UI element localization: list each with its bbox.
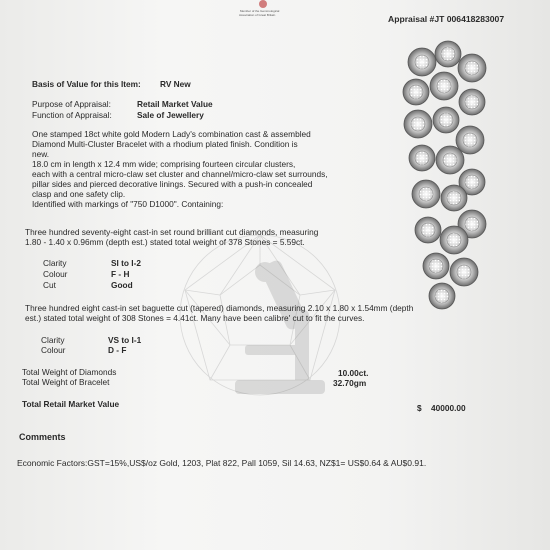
function-value: Sale of Jewellery	[137, 110, 204, 120]
seal-caption-1: Member of the Gemmological	[240, 9, 280, 13]
bracelet-cluster-center	[439, 113, 453, 127]
bracelet-cluster-center	[465, 175, 479, 189]
function-label: Function of Appraisal:	[32, 110, 112, 120]
description-line: Diamond Multi-Cluster Bracelet with a rhodium plated finish. Condition is	[32, 139, 298, 149]
grade2-clarity-label: Clarity	[41, 335, 65, 345]
bracelet-cluster-center	[429, 259, 443, 273]
description-line: pillar sides and pierced decorative linings. Secured with a push-in concealed	[32, 179, 313, 189]
description-line: clasp and one safety clip.	[32, 189, 126, 199]
purpose-value: Retail Market Value	[137, 99, 213, 109]
description-line: Identified with markings of "750 D1000". Containing:	[32, 199, 224, 209]
description-line: 18.0 cm in length x 12.4 mm wide; comprising fourteen circular clusters,	[32, 159, 296, 169]
grade1-cut-value: Good	[111, 280, 133, 290]
bracelet-cluster-center	[409, 85, 423, 99]
grade1-clarity-value: SI to I-2	[111, 258, 141, 268]
economic-factors: Economic Factors:GST=15%,US$/oz Gold, 1203, Plat 822, Pall 1059, Sil 14.63, NZ$1= US$0.64 & AU$0.91.	[17, 458, 427, 468]
round-diamonds-block	[25, 227, 318, 247]
bracelet-cluster-center	[465, 61, 479, 75]
bracelet-cluster-center	[415, 55, 429, 69]
microscope-watermark	[225, 250, 335, 400]
bracelet-cluster-center	[447, 233, 461, 247]
appraisal-number: Appraisal #JT 006418283007	[388, 14, 505, 24]
total-diamonds-value: 10.00ct.	[338, 368, 369, 378]
bracelet-cluster-center	[421, 223, 435, 237]
retail-currency: $	[417, 403, 422, 413]
baguette-diamonds-line: Three hundred eight cast-in set baguette cut (tapered) diamonds, measuring 2.10 x 1.80 x 1.54mm (depth	[25, 303, 414, 313]
description-line: One stamped 18ct white gold Modern Lady's combination cast & assembled	[32, 129, 311, 139]
total-bracelet-label: Total Weight of Bracelet	[22, 377, 110, 387]
grade2-colour-label: Colour	[41, 345, 66, 355]
bracelet-photo	[392, 40, 492, 320]
comments-heading: Comments	[19, 432, 66, 442]
bracelet-cluster-center	[465, 95, 479, 109]
basis-value: RV New	[160, 79, 191, 89]
bracelet-cluster-center	[419, 187, 433, 201]
grade1-cut-label: Cut	[43, 280, 56, 290]
retail-value-label: Total Retail Market Value	[22, 399, 120, 409]
bracelet-cluster-center	[457, 265, 471, 279]
round-diamonds-line: 1.80 - 1.40 x 0.96mm (depth est.) stated total weight of 378 Stones = 5.59ct.	[25, 237, 305, 247]
bracelet-cluster-center	[435, 289, 449, 303]
total-diamonds-label: Total Weight of Diamonds	[22, 367, 117, 377]
grade2-clarity-value: VS to I-1	[108, 335, 142, 345]
bracelet-cluster-center	[465, 217, 479, 231]
description-line: each with a central micro-claw set cluster and channel/micro-claw set surrounds,	[32, 169, 328, 179]
grade2-colour-value: D - F	[108, 345, 127, 355]
description-block	[32, 129, 328, 209]
bracelet-cluster-center	[463, 133, 477, 147]
grade1-colour-value: F - H	[111, 269, 130, 279]
retail-value: 40000.00	[431, 403, 466, 413]
basis-label: Basis of Value for this Item:	[32, 79, 141, 89]
purpose-label: Purpose of Appraisal:	[32, 99, 111, 109]
bracelet-cluster-center	[447, 191, 461, 205]
total-bracelet-value: 32.70gm	[333, 378, 367, 388]
grade1-clarity-label: Clarity	[43, 258, 67, 268]
bracelet-cluster-center	[437, 79, 451, 93]
gemmological-seal-icon	[252, 0, 274, 8]
round-diamonds-line: Three hundred seventy-eight cast-in set round brilliant cut diamonds, measuring	[25, 227, 319, 237]
grade1-colour-label: Colour	[43, 269, 68, 279]
baguette-diamonds-block	[25, 303, 413, 323]
bracelet-cluster-center	[441, 47, 455, 61]
bracelet-cluster-center	[411, 117, 425, 131]
seal-caption-2: Association of Great Britain	[239, 13, 276, 17]
description-line: new.	[32, 149, 50, 159]
baguette-diamonds-line: est.) stated total weight of 308 Stones = 4.41ct. Many have been calibre' cut to fit the curves.	[25, 313, 365, 323]
bracelet-cluster-center	[443, 153, 457, 167]
bracelet-cluster-center	[415, 151, 429, 165]
